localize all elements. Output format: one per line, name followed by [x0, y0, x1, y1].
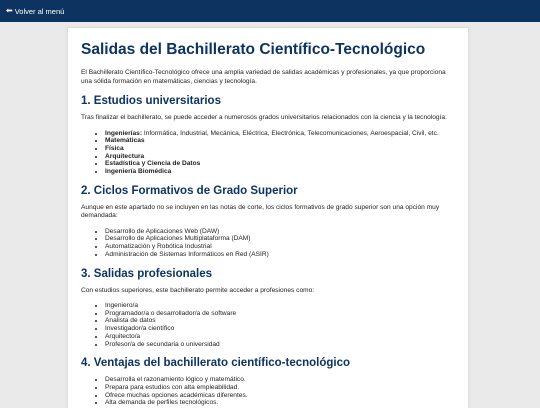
list-item: • Programador/a o desarrollador/a de software	[105, 310, 455, 318]
list-item: • Física	[105, 145, 455, 153]
content-card	[68, 28, 468, 408]
list-item: • Ingenierías: Informática, Industrial, Mecánica, Eléctrica, Electrónica, Telecomunicaciones, Aeroespacial, Civil, etc.	[105, 130, 455, 138]
professions-list	[81, 302, 455, 348]
arrow-left-icon: ⬅	[6, 6, 13, 15]
advantages-list	[81, 376, 455, 407]
intro-paragraph: El Bachillerato Científico-Tecnológico ofrece una amplia variedad de salidas académicas y profesionales, ya que proporciona una sólida formación en matemáticas, ciencias y tecnología.	[81, 69, 446, 85]
list-item: • Profesor/a de secundaria o universidad	[105, 341, 455, 349]
list-item: • Arquitectura	[105, 153, 455, 161]
list-item: • Matemáticas	[105, 137, 455, 145]
page-title: Salidas del Bachillerato Científico-Tecnológico	[81, 41, 426, 58]
section-heading-ciclos: 2. Ciclos Formativos de Grado Superior	[81, 184, 298, 197]
section-text-universidad: Tras finalizar el bachillerato, se puede acceder a numerosos grados universitarios relacionados con la ciencia y la tecnología:	[81, 114, 447, 121]
section-heading-universidad: 1. Estudios universitarios	[81, 95, 221, 107]
list-item: • Ofrece muchas opciones académicas diferentes.	[105, 392, 455, 400]
list-item: • Desarrollo de Aplicaciones Web (DAW)	[105, 228, 455, 236]
list-item: • Automatización y Robótica Industrial	[105, 243, 455, 251]
section-text-profesiones: Con estudios superiores, este bachillerato permite acceder a profesiones como:	[81, 286, 315, 294]
top-nav-bar	[0, 0, 540, 22]
list-item: • Administración de Sistemas Informáticos en Red (ASIR)	[105, 251, 455, 259]
vocational-cycles-list	[81, 228, 455, 259]
section-heading-profesiones: 3. Salidas profesionales	[81, 267, 213, 280]
list-item: • Desarrollo de Aplicaciones Multiplataforma (DAM)	[105, 235, 455, 243]
list-item: • Analista de datos	[105, 317, 455, 325]
section-heading-ventajas: 4. Ventajas del bachillerato científico-tecnológico	[81, 357, 351, 370]
list-item: • Investigador/a científico	[105, 325, 455, 333]
list-item: • Arquitecto/a	[105, 333, 455, 341]
section-text-ciclos: Aunque en este apartado no se incluyen en las notas de corte, los ciclos formativos de grado superior son una opción muy demandada:	[81, 203, 440, 220]
list-item: • Ingeniería Biomédica	[105, 168, 455, 176]
list-item: • Prepara para estudios con alta empleabilidad.	[105, 384, 455, 392]
list-item: • Alta demanda de perfiles tecnológicos.	[105, 399, 455, 407]
list-item: • Estadística y Ciencia de Datos	[105, 160, 455, 168]
university-degrees-list	[81, 130, 455, 176]
list-item: • Desarrolla el razonamiento lógico y matemático.	[105, 376, 455, 384]
back-link-label: Volver al menú	[14, 6, 65, 16]
back-to-menu-link[interactable]	[6, 7, 64, 16]
list-item: • Ingeniero/a	[105, 302, 455, 310]
